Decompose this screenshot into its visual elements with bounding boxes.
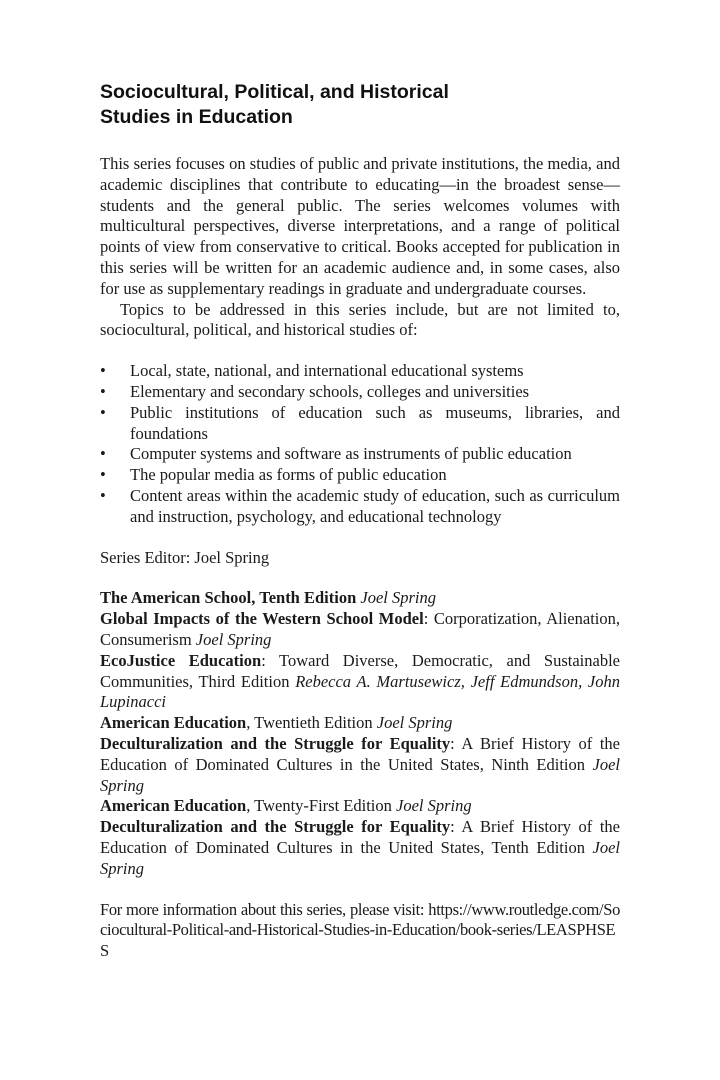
book-subtitle: : A Brief History of the Education of Dominated Cultures in the United States, Tenth Edition (100, 817, 620, 857)
page-title (100, 80, 620, 130)
book-author: Joel Spring (360, 588, 437, 608)
bullet-icon: • (100, 444, 106, 464)
book-entry (100, 734, 620, 796)
list-item-text: Content areas within the academic study of education, such as curriculum and instruction, psychology, and educational technology (130, 485, 620, 526)
book-subtitle: , Twentieth Edition (246, 713, 377, 733)
bullet-icon: • (100, 381, 106, 401)
book-subtitle: : Corporatization, Alienation, Consumerism (100, 609, 620, 649)
book-title: EcoJustice Education (100, 650, 262, 670)
book-entry (100, 609, 620, 651)
book-title: Global Impacts of the Western School Model (100, 609, 424, 629)
book-entry (100, 651, 620, 713)
bullet-icon: • (100, 361, 106, 381)
title-line-2: Studies in Education (100, 106, 293, 128)
book-author: Joel Spring (100, 837, 620, 878)
series-editor: Series Editor: Joel Spring (100, 547, 270, 567)
book-title: The American School, Tenth Edition (100, 588, 357, 608)
book-subtitle: : Toward Diverse, Democratic, and Sustainable Communities, Third Edition (100, 650, 620, 691)
book-author: Joel Spring (195, 629, 272, 649)
more-info-text: For more information about this series, please visit: https://www.routledge.com/Sociocultural-Political-and-Historical-Studies-in-Education/book-series/LEASPHSES (100, 899, 620, 961)
book-title: Deculturalization and the Struggle for Equality (100, 733, 451, 753)
book-author: Joel Spring (100, 754, 620, 795)
book-title: American Education (100, 796, 247, 816)
book-author: Joel Spring (376, 713, 453, 733)
book-entry (100, 817, 620, 879)
book-title: Deculturalization and the Struggle for Equality (100, 817, 451, 837)
bullet-icon: • (100, 485, 106, 505)
book-author: Rebecca A. Martusewicz, Jeff Edmundson, John Lupinacci (100, 671, 620, 712)
title-line-1: Sociocultural, Political, and Historical (100, 81, 449, 103)
intro-paragraph: This series focuses on studies of public and private institutions, the media, and academic disciplines that contribute to educating—in the broadest sense—students and the general public. The series welcomes volumes with multicultural perspectives, diverse interpretations, and a range of political points of view from conservative to critical. Books accepted for publication in this series will be written for an academic audience and, in some cases, also for use as supplementary readings in graduate and undergraduate courses. (100, 154, 620, 298)
list-item-text: Public institutions of education such as museums, libraries, and foundations (130, 402, 620, 443)
list-item-text: Elementary and secondary schools, colleges and universities (130, 381, 530, 401)
topics-intro-paragraph: Topics to be addressed in this series include, but are not limited to, sociocultural, political, and historical studies of: (100, 299, 620, 340)
topics-list (100, 361, 620, 527)
book-entry (100, 713, 620, 734)
list-item (100, 444, 620, 465)
bullet-icon: • (100, 402, 106, 422)
bullet-icon: • (100, 465, 106, 485)
list-item-text: Computer systems and software as instruments of public education (130, 444, 572, 464)
book-entry (100, 796, 620, 817)
book-subtitle: : A Brief History of the Education of Dominated Cultures in the United States, Ninth Edition (100, 733, 620, 774)
book-list (100, 588, 620, 879)
list-item (100, 465, 620, 486)
book-subtitle: , Twenty-First Edition (246, 796, 397, 816)
book-author: Joel Spring (396, 796, 472, 816)
list-item-text: Local, state, national, and international educational systems (130, 361, 524, 381)
list-item (100, 361, 620, 382)
list-item (100, 403, 620, 445)
list-item (100, 486, 620, 528)
list-item (100, 382, 620, 403)
book-entry (100, 588, 620, 609)
book-title: American Education (100, 713, 247, 733)
list-item-text: The popular media as forms of public education (130, 465, 447, 485)
